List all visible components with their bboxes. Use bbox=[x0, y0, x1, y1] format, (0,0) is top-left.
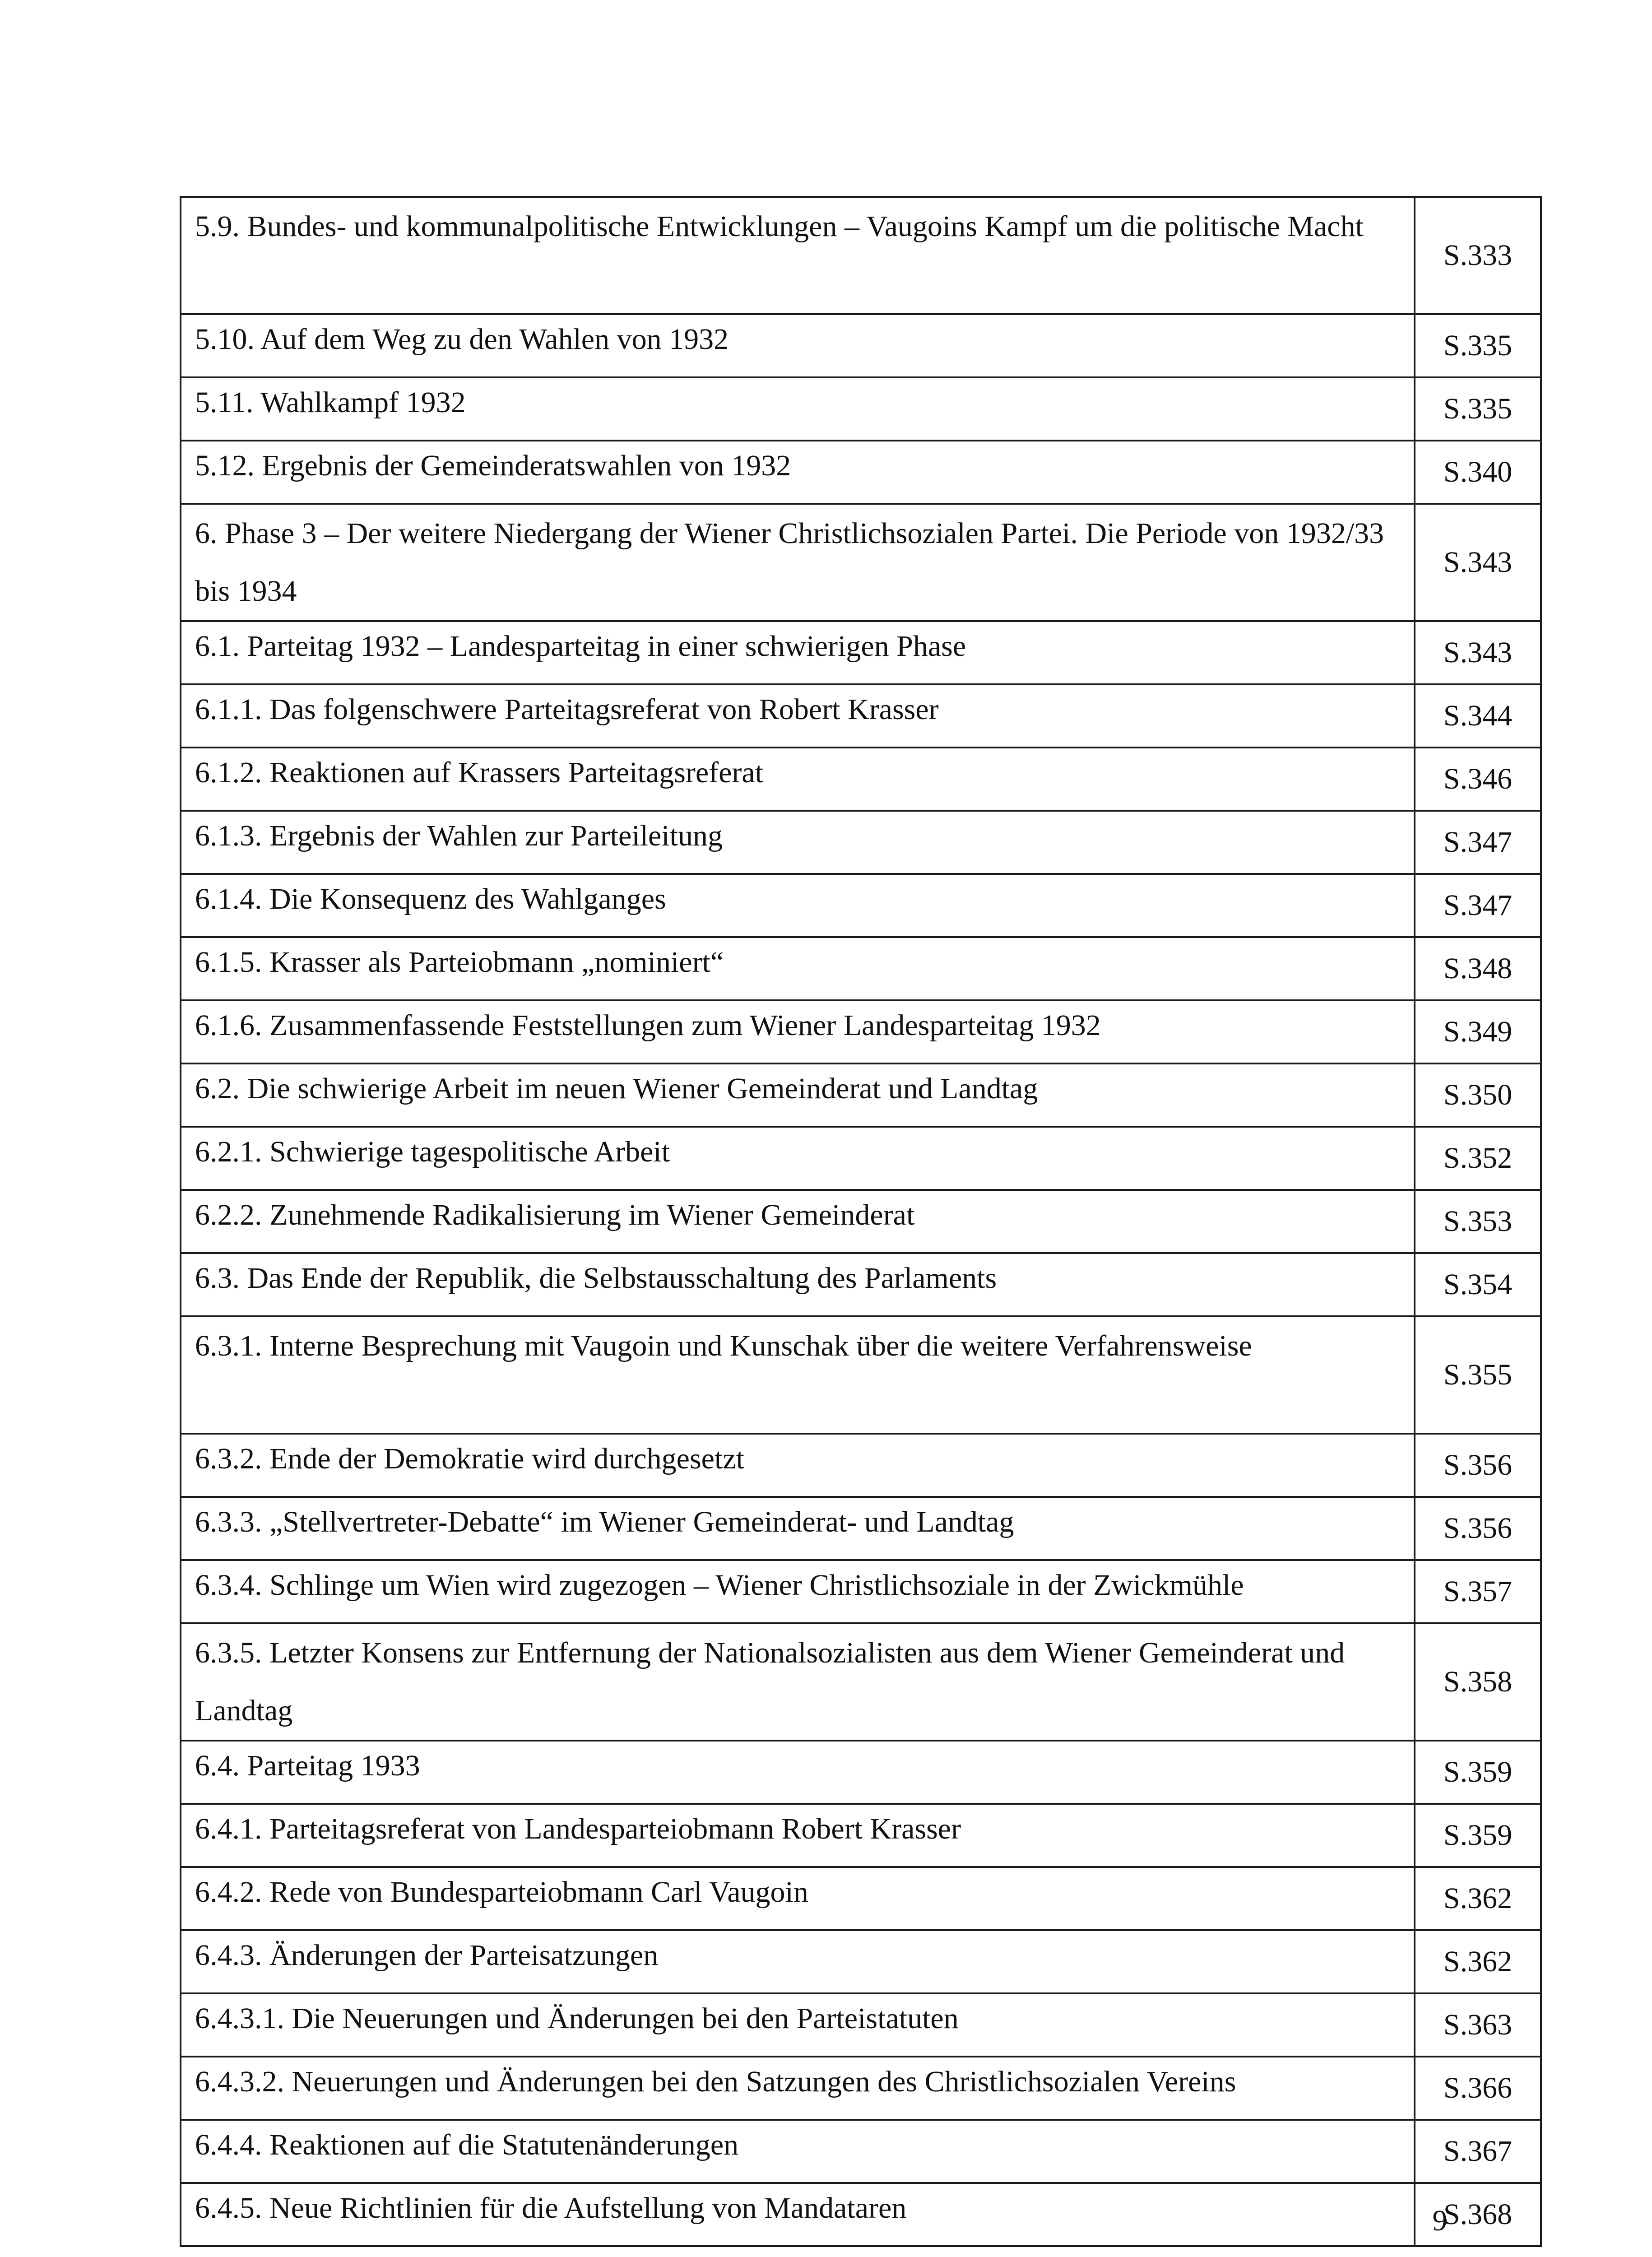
toc-entry-page: S.366 bbox=[1415, 2057, 1541, 2120]
toc-row bbox=[181, 811, 1541, 874]
toc-entry-page: S.347 bbox=[1415, 811, 1541, 874]
toc-row bbox=[181, 1623, 1541, 1741]
toc-entry-page: S.355 bbox=[1415, 1316, 1541, 1434]
toc-entry-title: 6.1.5. Krasser als Parteiobmann „nominiert“ bbox=[181, 937, 1415, 1000]
toc-entry-page: S.356 bbox=[1415, 1497, 1541, 1560]
toc-row bbox=[181, 621, 1541, 684]
toc-entry-title: 6.4.2. Rede von Bundesparteiobmann Carl Vaugoin bbox=[181, 1867, 1415, 1930]
toc-row bbox=[181, 197, 1541, 314]
toc-row bbox=[181, 1316, 1541, 1434]
toc-entry-title: 6.4.5. Neue Richtlinien für die Aufstellung von Mandataren bbox=[181, 2183, 1415, 2246]
toc-entry-title: 6.4. Parteitag 1933 bbox=[181, 1741, 1415, 1804]
toc-entry-title: 6. Phase 3 – Der weitere Niedergang der Wiener Christlichsozialen Partei. Die Periode von 1932/33 bis 1934 bbox=[181, 504, 1415, 621]
toc-entry-title: 6.4.3. Änderungen der Parteisatzungen bbox=[181, 1930, 1415, 1993]
toc-entry-title: 6.4.3.1. Die Neuerungen und Änderungen bei den Parteistatuten bbox=[181, 1993, 1415, 2057]
toc-row bbox=[181, 1867, 1541, 1930]
toc-entry-page: S.343 bbox=[1415, 504, 1541, 621]
toc-row bbox=[181, 1000, 1541, 1063]
toc-entry-title: 5.10. Auf dem Weg zu den Wahlen von 1932 bbox=[181, 314, 1415, 377]
toc-entry-page: S.353 bbox=[1415, 1190, 1541, 1253]
toc-row bbox=[181, 1253, 1541, 1316]
toc-entry-page: S.357 bbox=[1415, 1560, 1541, 1623]
toc-entry-page: S.347 bbox=[1415, 874, 1541, 937]
toc-entry-title: 6.4.4. Reaktionen auf die Statutenänderungen bbox=[181, 2120, 1415, 2183]
toc-row bbox=[181, 1930, 1541, 1993]
toc-entry-page: S.352 bbox=[1415, 1127, 1541, 1190]
toc-row bbox=[181, 1993, 1541, 2057]
toc-entry-title: 6.3.5. Letzter Konsens zur Entfernung der Nationalsozialisten aus dem Wiener Gemeinderat und Landtag bbox=[181, 1623, 1415, 1741]
toc-entry-title: 6.1. Parteitag 1932 – Landesparteitag in einer schwierigen Phase bbox=[181, 621, 1415, 684]
toc-entry-page: S.368 bbox=[1415, 2183, 1541, 2246]
toc-entry-page: S.343 bbox=[1415, 621, 1541, 684]
toc-entry-page: S.333 bbox=[1415, 197, 1541, 314]
toc-entry-page: S.335 bbox=[1415, 377, 1541, 441]
toc-row bbox=[181, 1560, 1541, 1623]
table-of-contents bbox=[180, 196, 1542, 2247]
toc-entry-page: S.349 bbox=[1415, 1000, 1541, 1063]
toc-entry-title: 6.3.2. Ende der Demokratie wird durchgesetzt bbox=[181, 1434, 1415, 1497]
toc-row bbox=[181, 2057, 1541, 2120]
toc-row bbox=[181, 377, 1541, 441]
toc-entry-page: S.358 bbox=[1415, 1623, 1541, 1741]
toc-entry-page: S.362 bbox=[1415, 1867, 1541, 1930]
toc-row bbox=[181, 937, 1541, 1000]
toc-entry-title: 6.4.1. Parteitagsreferat von Landesparteiobmann Robert Krasser bbox=[181, 1804, 1415, 1867]
toc-row bbox=[181, 1190, 1541, 1253]
page-number: 9 bbox=[1432, 2204, 1448, 2237]
toc-entry-title: 5.11. Wahlkampf 1932 bbox=[181, 377, 1415, 441]
toc-entry-page: S.367 bbox=[1415, 2120, 1541, 2183]
toc-entry-page: S.363 bbox=[1415, 1993, 1541, 2057]
toc-entry-title: 6.3.3. „Stellvertreter-Debatte“ im Wiener Gemeinderat- und Landtag bbox=[181, 1497, 1415, 1560]
toc-entry-title: 5.12. Ergebnis der Gemeinderatswahlen von 1932 bbox=[181, 441, 1415, 504]
toc-row bbox=[181, 1434, 1541, 1497]
toc-body bbox=[181, 197, 1541, 2246]
toc-entry-title: 6.2.2. Zunehmende Radikalisierung im Wiener Gemeinderat bbox=[181, 1190, 1415, 1253]
toc-entry-page: S.348 bbox=[1415, 937, 1541, 1000]
toc-row bbox=[181, 1804, 1541, 1867]
toc-row bbox=[181, 748, 1541, 811]
toc-row bbox=[181, 2183, 1541, 2246]
toc-row bbox=[181, 1741, 1541, 1804]
toc-entry-page: S.359 bbox=[1415, 1804, 1541, 1867]
toc-entry-title: 6.2.1. Schwierige tagespolitische Arbeit bbox=[181, 1127, 1415, 1190]
toc-entry-title: 6.4.3.2. Neuerungen und Änderungen bei den Satzungen des Christlichsozialen Vereins bbox=[181, 2057, 1415, 2120]
toc-entry-title: 6.1.2. Reaktionen auf Krassers Parteitagsreferat bbox=[181, 748, 1415, 811]
toc-entry-title: 5.9. Bundes- und kommunalpolitische Entwicklungen – Vaugoins Kampf um die politische Macht bbox=[181, 197, 1415, 314]
toc-entry-page: S.340 bbox=[1415, 441, 1541, 504]
toc-entry-page: S.362 bbox=[1415, 1930, 1541, 1993]
toc-entry-title: 6.1.4. Die Konsequenz des Wahlganges bbox=[181, 874, 1415, 937]
toc-row bbox=[181, 2120, 1541, 2183]
toc-entry-page: S.344 bbox=[1415, 684, 1541, 748]
toc-row bbox=[181, 504, 1541, 621]
toc-row bbox=[181, 874, 1541, 937]
toc-row bbox=[181, 1127, 1541, 1190]
toc-row bbox=[181, 684, 1541, 748]
toc-entry-title: 6.1.6. Zusammenfassende Feststellungen zum Wiener Landesparteitag 1932 bbox=[181, 1000, 1415, 1063]
toc-row bbox=[181, 441, 1541, 504]
toc-entry-title: 6.2. Die schwierige Arbeit im neuen Wiener Gemeinderat und Landtag bbox=[181, 1063, 1415, 1127]
toc-entry-page: S.359 bbox=[1415, 1741, 1541, 1804]
toc-row bbox=[181, 1063, 1541, 1127]
toc-row bbox=[181, 314, 1541, 377]
toc-entry-title: 6.3. Das Ende der Republik, die Selbstausschaltung des Parlaments bbox=[181, 1253, 1415, 1316]
toc-entry-page: S.346 bbox=[1415, 748, 1541, 811]
toc-entry-title: 6.3.1. Interne Besprechung mit Vaugoin und Kunschak über die weitere Verfahrensweise bbox=[181, 1316, 1415, 1434]
toc-entry-title: 6.1.1. Das folgenschwere Parteitagsreferat von Robert Krasser bbox=[181, 684, 1415, 748]
toc-entry-title: 6.1.3. Ergebnis der Wahlen zur Parteileitung bbox=[181, 811, 1415, 874]
toc-entry-page: S.335 bbox=[1415, 314, 1541, 377]
toc-entry-title: 6.3.4. Schlinge um Wien wird zugezogen – Wiener Christlichsoziale in der Zwickmühle bbox=[181, 1560, 1415, 1623]
toc-entry-page: S.350 bbox=[1415, 1063, 1541, 1127]
toc-entry-page: S.354 bbox=[1415, 1253, 1541, 1316]
toc-entry-page: S.356 bbox=[1415, 1434, 1541, 1497]
toc-row bbox=[181, 1497, 1541, 1560]
